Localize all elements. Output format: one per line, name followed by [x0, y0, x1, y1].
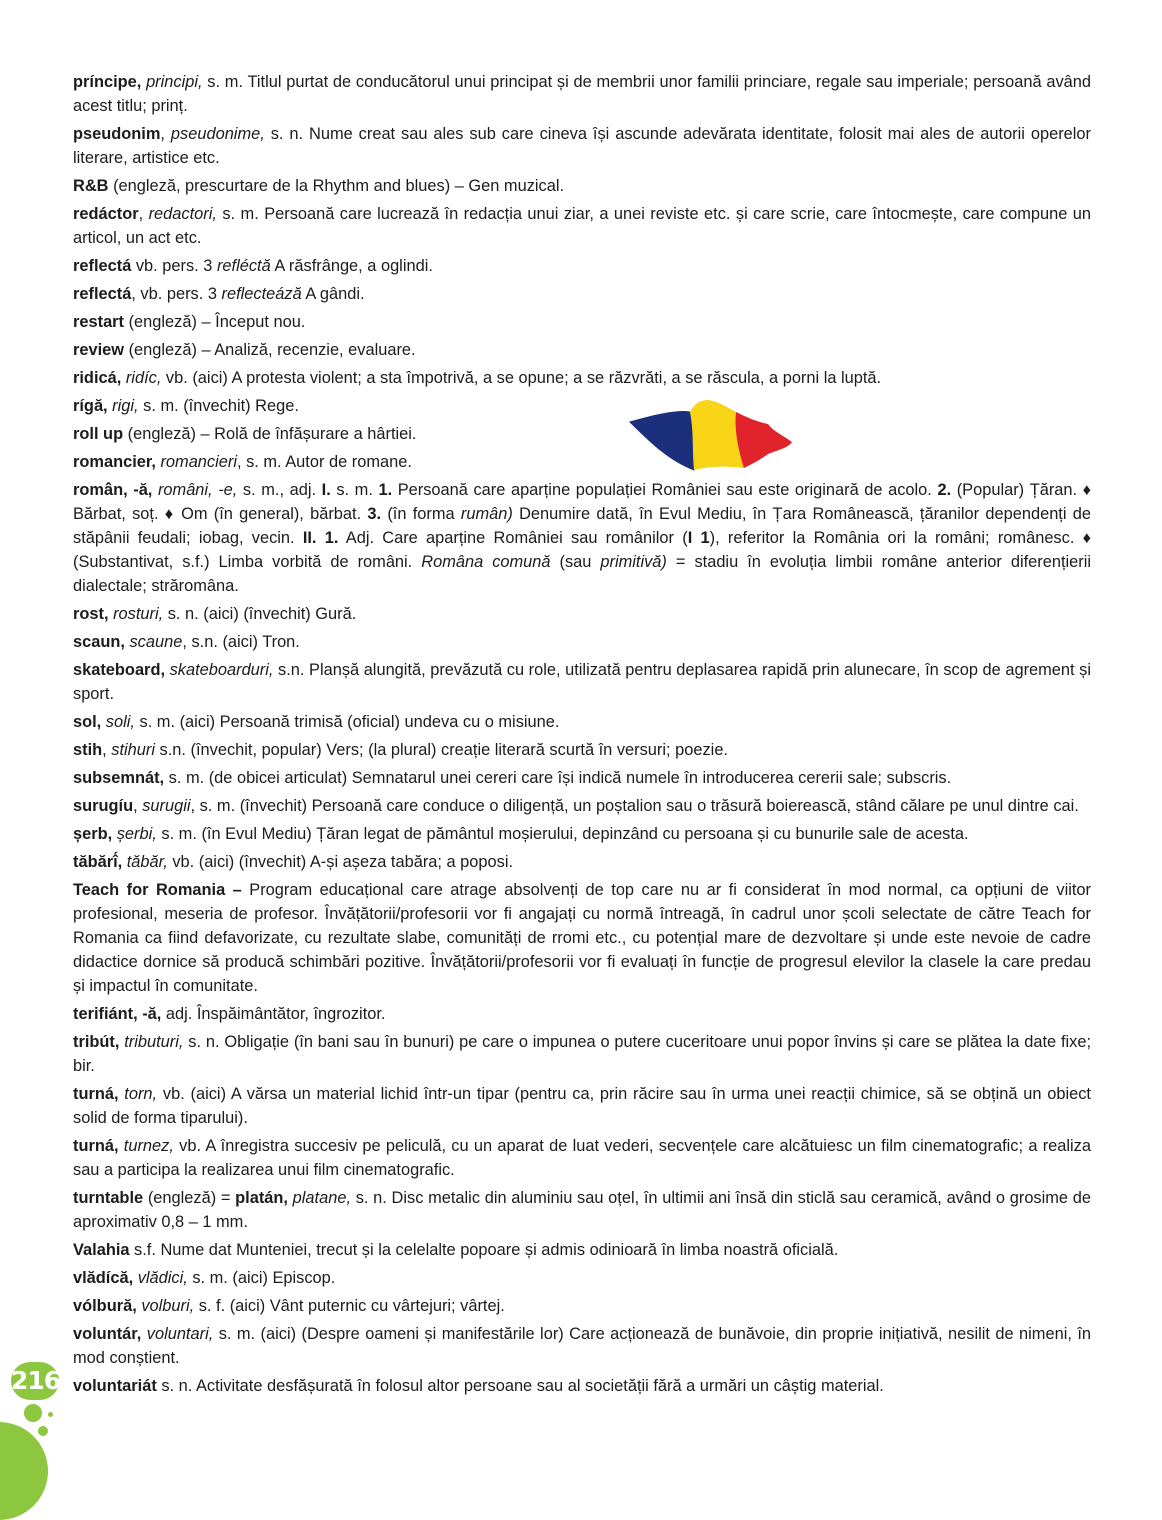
entry-headword: Valahia	[73, 1241, 130, 1259]
flag-red-stripe	[735, 412, 792, 468]
entry-inflection: rigi,	[107, 397, 139, 415]
entry-text: s. n. Activitate desfășurată în folosul altor persoane sau al societății fără a urmări un câștig material.	[156, 1377, 884, 1395]
entry-text: Persoană care aparține populației României sau este originară de acolo.	[392, 481, 938, 499]
entry-text: Denumire dată, în Evul Mediu, în Țara Românească, țăranilor dependenți de stăpânii feudali; iobag, vecin.	[73, 505, 1091, 547]
glossary-entry	[73, 630, 1091, 654]
entry-text: (engleză, prescurtare de la Rhythm and blues) – Gen muzical.	[108, 177, 565, 195]
entry-inflection: skateboarduri,	[165, 661, 274, 679]
entry-text: s. m. (aici) (Despre oameni și manifestările lor) Care acționează de bunăvoie, din proprie inițiativă, nesilit de nimeni, în mod conștient.	[73, 1325, 1091, 1367]
entry-text: s. m. (învechit) Rege.	[138, 397, 299, 415]
entry-inflection: scaune	[124, 633, 183, 651]
entry-text: , s. m. (învechit) Persoană care conduce o diligență, un poștalion sau o trăsură boierească, stând călare pe unul dintre cai.	[190, 797, 1079, 815]
entry-text: vb. (aici) (învechit) A-și așeza tabăra; a poposi.	[167, 853, 514, 871]
glossary-entry	[73, 394, 1091, 418]
entry-text: adj. Înspăimântător, îngrozitor.	[161, 1005, 386, 1023]
glossary-entry	[73, 1266, 1091, 1290]
entry-text: vb. (aici) A vărsa un material lichid într-un tipar (pentru ca, prin răcire sau în urma unei reacții chimice, să se obțină un obiect solid de forma tiparului).	[73, 1085, 1091, 1127]
entry-inflection: volburi,	[136, 1297, 195, 1315]
entry-text: ,	[133, 797, 143, 815]
entry-inflection: rumân)	[460, 505, 513, 523]
entry-inflection: principi,	[141, 73, 203, 91]
glossary-entry	[73, 1082, 1091, 1130]
entry-inflection: torn,	[118, 1085, 158, 1103]
entry-headword: sol,	[73, 713, 102, 731]
decorative-dot	[20, 1432, 27, 1439]
glossary-entry	[73, 766, 1091, 790]
entry-headword: voluntár,	[73, 1325, 142, 1343]
entry-text: vb. A înregistra succesiv pe peliculă, cu un aparat de luat vederi, secvențele care alcătuiesc un film cinematografic; a realiza sau a participa la realizarea unui film cinematografic.	[73, 1137, 1091, 1179]
flag-yellow-stripe	[690, 400, 744, 470]
entry-headword: R&B	[73, 177, 109, 195]
entry-headword: redáctor	[73, 205, 139, 223]
entry-inflection: soli,	[101, 713, 135, 731]
entry-headword: turná,	[73, 1085, 119, 1103]
entry-inflection: tributuri,	[119, 1033, 184, 1051]
entry-inflection: refléctă	[216, 257, 271, 275]
entry-inflection: surugii	[142, 797, 191, 815]
glossary-entry	[73, 794, 1091, 818]
decorative-dot	[38, 1426, 48, 1436]
entry-headword: Teach for Romania –	[73, 881, 242, 899]
entry-text: Adj. Care aparține României sau românilor (	[338, 529, 688, 547]
glossary-entry	[73, 1186, 1091, 1234]
entry-inflection: primitivă)	[600, 553, 667, 571]
entry-text: = stadiu în evoluția limbii române anterior diferențierii dialectale; străromâna.	[73, 553, 1091, 595]
entry-headword: skateboard,	[73, 661, 166, 679]
entry-text: s. m. (aici) Episcop.	[187, 1269, 336, 1287]
entry-inflection: stihuri	[111, 741, 155, 759]
entry-inflection: Româna comună	[421, 553, 551, 571]
entry-inflection: tăbăr,	[122, 853, 168, 871]
entry-headword: romancier,	[73, 453, 156, 471]
entry-text: s. m. (aici) Persoană trimisă (oficial) undeva cu o misiune.	[134, 713, 560, 731]
entry-text: Program educațional care atrage absolvenți de top care nu ar fi considerat în mod normal, ca opțiuni de viitor profesional, meseria de profesor. Învățătorii/profesorii vor fi angajați cu normă întreagă, în cadrul unor școli selectate de către Teach for Romania ca fiind defavorizate, cu rezultate slabe, comunități de rromi etc., cu potențial mare de dezvoltare și unde este nevoie de cadre didactice dornice să producă schimbări pozitive. Învățătorii/profesorii vor fi evaluați în funcție de progresul elevilor la clasele la care predau și impactul în comunitate.	[73, 881, 1091, 995]
entry-inflection: romancieri	[155, 453, 237, 471]
flag-blue-stripe	[630, 411, 694, 470]
glossary-entry	[73, 70, 1091, 118]
entry-text: ,	[160, 125, 171, 143]
entry-text: A gândi.	[301, 285, 365, 303]
entry-headword: turntable	[73, 1189, 144, 1207]
entry-text: (sau	[550, 553, 601, 571]
glossary-entry	[73, 1238, 1091, 1262]
entry-inflection: vlădici,	[133, 1269, 188, 1287]
entry-headword: vlădícă,	[73, 1269, 134, 1287]
entry-text: s. m. Titlul purtat de conducătorul unui principat și de membrii unor familii princiare, regale sau imperiale; persoană având acest titlu; prinț.	[73, 73, 1091, 115]
entry-headword: stih	[73, 741, 103, 759]
glossary-entry	[73, 1374, 1091, 1398]
entry-text: I.	[321, 481, 331, 499]
entry-text: s.n. (învechit, popular) Vers; (la plural) creație literară scurtă în versuri; poezie.	[154, 741, 728, 759]
glossary-entry	[73, 282, 1091, 306]
entry-text: (engleză) – Rolă de înfășurare a hârtiei.	[123, 425, 417, 443]
entry-headword: tribút,	[73, 1033, 120, 1051]
entry-headword: reflectá	[73, 285, 132, 303]
entry-inflection: pseudonime,	[170, 125, 265, 143]
romanian-flag-image	[628, 398, 796, 474]
glossary-entry	[73, 1030, 1091, 1078]
entry-headword: voluntariát	[73, 1377, 157, 1395]
glossary-entry	[73, 850, 1091, 874]
entry-text: s. f. (aici) Vânt puternic cu vârtejuri; vârtej.	[194, 1297, 505, 1315]
entry-text: s. m.	[330, 481, 379, 499]
entry-headword: român, -ă,	[73, 481, 153, 499]
glossary-entry	[73, 202, 1091, 250]
glossary-entry	[73, 658, 1091, 706]
entry-headword: subsemnát,	[73, 769, 165, 787]
glossary-entry	[73, 1322, 1091, 1370]
entry-headword: surugíu	[73, 797, 134, 815]
entry-headword: restart	[73, 313, 125, 331]
entry-text: A răsfrânge, a oglindi.	[270, 257, 433, 275]
entry-text: ), referitor la România ori la români; românesc. ♦ (Substantivat, s.f.) Limba vorbită de români.	[73, 529, 1091, 571]
entry-text: platán,	[235, 1189, 288, 1207]
page-number: 216	[11, 1362, 59, 1400]
decorative-dot	[48, 1412, 53, 1417]
entry-inflection: rosturi,	[108, 605, 164, 623]
entry-text: s. m., adj.	[237, 481, 322, 499]
entry-text: (engleză) – Analiză, recenzie, evaluare.	[124, 341, 416, 359]
entry-inflection: voluntari,	[141, 1325, 214, 1343]
entry-headword: rost,	[73, 605, 109, 623]
glossary-entry	[73, 1294, 1091, 1318]
glossary-entry	[73, 122, 1091, 170]
entry-inflection: turnez,	[118, 1137, 174, 1155]
glossary-entry	[73, 366, 1091, 390]
entry-headword: rígă,	[73, 397, 108, 415]
entry-headword: tăbărî́,	[73, 853, 123, 871]
entry-headword: turná,	[73, 1137, 119, 1155]
glossary-entry	[73, 710, 1091, 734]
decorative-dot	[24, 1404, 42, 1422]
glossary-entry	[73, 738, 1091, 762]
entry-headword: príncipe,	[73, 73, 142, 91]
entry-headword: terifiánt, -ă,	[73, 1005, 162, 1023]
entry-text: , s.n. (aici) Tron.	[182, 633, 300, 651]
entry-text: , vb. pers. 3	[131, 285, 222, 303]
glossary-entry	[73, 310, 1091, 334]
entry-text: s. m. Persoană care lucrează în redacția unui ziar, a unei reviste etc. și care scrie, care întocmește, care compune un articol, un act etc.	[73, 205, 1092, 247]
glossary-entry	[73, 1002, 1091, 1026]
entry-inflection: români, -e,	[152, 481, 238, 499]
glossary-entry	[73, 478, 1091, 598]
entry-headword: pseudonim	[73, 125, 161, 143]
entry-inflection: șerbi,	[112, 825, 157, 843]
entry-inflection: platane,	[287, 1189, 351, 1207]
entry-text: ,	[102, 741, 112, 759]
entry-text: , s. m. Autor de romane.	[236, 453, 412, 471]
entry-inflection: redactori,	[148, 205, 217, 223]
entry-headword: roll up	[73, 425, 124, 443]
entry-text: (Popular) Țăran. ♦ Bărbat, soț. ♦ Om (în general), bărbat.	[73, 481, 1092, 523]
entry-text: II. 1.	[302, 529, 339, 547]
glossary-entry	[73, 254, 1091, 278]
entry-text: 2.	[937, 481, 952, 499]
entry-text: vb. pers. 3	[131, 257, 217, 275]
entry-inflection: ridíc,	[121, 369, 162, 387]
glossary-entry	[73, 174, 1091, 198]
entry-headword: vólbură,	[73, 1297, 137, 1315]
entry-text: s. m. (de obicei articulat) Semnatarul unei cereri care își indică numele în introducerea cererii sale; subscris.	[164, 769, 952, 787]
entry-text: s. n. Disc metalic din aluminiu sau oțel, în ultimii ani însă din sticlă sau ceramică, având o grosime de aproximativ 0,8 – 1 mm.	[73, 1189, 1091, 1231]
glossary-entry	[73, 822, 1091, 846]
entry-headword: șerb,	[73, 825, 113, 843]
glossary-entry	[73, 422, 613, 446]
entry-text: ,	[138, 205, 149, 223]
entry-text: 3.	[367, 505, 382, 523]
entry-text: s.n. Planșă alungită, prevăzută cu role, utilizată pentru deplasarea rapidă prin alunecare, în scop de agrement și sport.	[73, 661, 1091, 703]
entry-text: (engleză) – Început nou.	[124, 313, 306, 331]
entry-text: 1.	[378, 481, 393, 499]
entry-headword: scaun,	[73, 633, 125, 651]
glossary-entry	[73, 1134, 1091, 1182]
entry-headword: reflectá	[73, 257, 132, 275]
entry-text: s. n. Obligație (în bani sau în bunuri) pe care o impunea o putere cuceritoare unui popor învins și care se plătea la date fixe; bir.	[73, 1033, 1092, 1075]
glossary-entry	[73, 878, 1091, 998]
entry-text: vb. (aici) A protesta violent; a sta împotrivă, a se opune; a se răzvrăti, a se răscula, a porni la luptă.	[161, 369, 882, 387]
entry-text: (în forma	[381, 505, 461, 523]
glossary-entries	[73, 70, 1091, 1402]
entry-headword: ridicá,	[73, 369, 122, 387]
entry-text: I 1	[687, 529, 710, 547]
entry-text: (engleză) =	[143, 1189, 236, 1207]
entry-headword: review	[73, 341, 125, 359]
glossary-entry	[73, 338, 1091, 362]
entry-inflection: reflecteáză	[221, 285, 302, 303]
entry-text: s. n. (aici) (învechit) Gură.	[163, 605, 357, 623]
glossary-entry	[73, 450, 613, 474]
entry-text: s. m. (în Evul Mediu) Țăran legat de pământul moșierului, depinzând cu persoana și cu bunurile sale de acesta.	[156, 825, 969, 843]
glossary-entry	[73, 602, 1091, 626]
entry-text: s.f. Nume dat Munteniei, trecut și la celelalte popoare și admis odinioară în limba noastră oficială.	[129, 1241, 839, 1259]
entry-text: s. n. Nume creat sau ales sub care cineva își ascunde adevărata identitate, folosit mai ales de autorii operelor literare, artistice etc.	[73, 125, 1092, 167]
